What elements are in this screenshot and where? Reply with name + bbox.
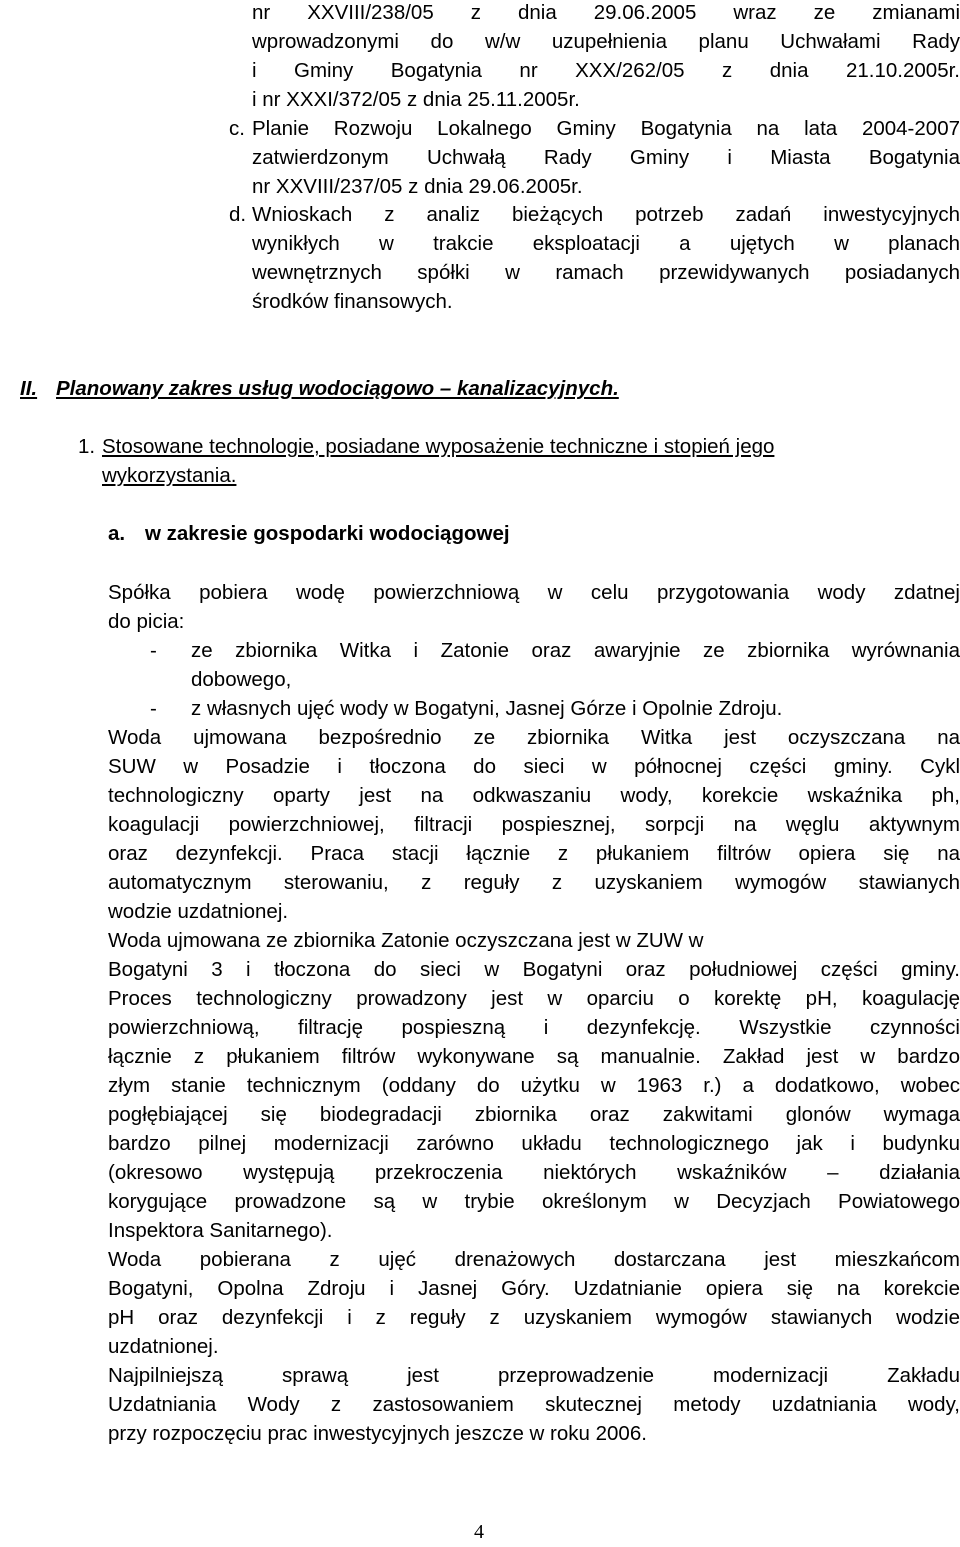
p2-line-5: łącznie z płukaniem filtrów wykonywane są manualnie. Zakład jest w bardzo <box>108 1045 960 1068</box>
subsection-title-line-2: wykorzystania. <box>102 464 237 487</box>
p2-line-6: złym stanie technicznym (oddany do użytku w 1963 r.) a dodatkowo, wobec <box>108 1074 960 1097</box>
p2-line-4: powierzchniową, filtrację pospieszną i dezynfekcję. Wszystkie czynności <box>108 1016 960 1039</box>
p3-line-2: Bogatyni, Opolna Zdroju i Jasnej Góry. Uzdatnianie opiera się na korekcie <box>108 1277 960 1300</box>
item-c-line-1: Planie Rozwoju Lokalnego Gminy Bogatynia na lata 2004-2007 <box>252 117 960 140</box>
item-c-line-2: zatwierdzonym Uchwałą Rady Gminy i Miasta Bogatynia <box>252 146 960 169</box>
p3-line-1: Woda pobierana z ujęć drenażowych dostarczana jest mieszkańcom <box>108 1248 960 1271</box>
item-d-marker: d. <box>229 203 247 226</box>
p2-line-8: bardzo pilnej modernizacji zarówno układu technologicznego jak i budynku <box>108 1132 960 1155</box>
p1-line-1: Woda ujmowana bezpośrednio ze zbiornika Witka jest oczyszczana na <box>108 726 960 749</box>
p3-line-3: pH oraz dezynfekcji i z reguły z uzyskaniem wymogów stawianych wodzie <box>108 1306 960 1329</box>
p2-line-11: Inspektora Sanitarnego). <box>108 1219 333 1242</box>
bullet-1-line-2: dobowego, <box>191 668 292 691</box>
item-d-line-1: Wnioskach z analiz bieżących potrzeb zadań inwestycyjnych <box>252 203 960 226</box>
subsection-number: 1. <box>78 435 96 458</box>
p2-line-3: Proces technologiczny prowadzony jest w oparciu o korektę pH, koagulację <box>108 987 960 1010</box>
p1-line-3: technologiczny oparty jest na odkwaszaniu wody, korekcie wskaźnika ph, <box>108 784 960 807</box>
p1-line-6: automatycznym sterowaniu, z reguły z uzyskaniem wymogów stawianych <box>108 871 960 894</box>
p2-line-1: Woda ujmowana ze zbiornika Zatonie oczyszczana jest w ZUW w <box>108 929 704 952</box>
item-d-line-4: środków finansowych. <box>252 290 453 313</box>
bullet-2: z własnych ujęć wody w Bogatyni, Jasnej Górze i Opolnie Zdroju. <box>191 697 783 720</box>
item-d-line-2: wynikłych w trakcie eksploatacji a ujętych w planach <box>252 232 960 255</box>
section-number: II. <box>20 377 38 400</box>
bullet-dash: - <box>150 639 157 662</box>
bullet-dash: - <box>150 697 157 720</box>
p2-line-9: (okresowo występują przekroczenia niektórych wskaźników – działania <box>108 1161 960 1184</box>
intro-line-2: do picia: <box>108 610 185 633</box>
p2-line-10: korygujące prowadzone są w trybie określonym w Decyzjach Powiatowego <box>108 1190 960 1213</box>
item-b-line-4: i nr XXXI/372/05 z dnia 25.11.2005r. <box>252 88 580 111</box>
item-c-line-3: nr XXVIII/237/05 z dnia 29.06.2005r. <box>252 175 583 198</box>
intro-line-1: Spółka pobiera wodę powierzchniową w celu przygotowania wody zdatnej <box>108 581 960 604</box>
p2-line-2: Bogatyni 3 i tłoczona do sieci w Bogatyni oraz południowej części gminy. <box>108 958 960 981</box>
bullet-1-line-1: ze zbiornika Witka i Zatonie oraz awaryjnie ze zbiornika wyrównania <box>191 639 960 662</box>
page-number: 4 <box>474 1521 484 1543</box>
section-title: Planowany zakres usług wodociągowo – kanalizacyjnych. <box>56 377 619 400</box>
p1-line-7: wodzie uzdatnionej. <box>108 900 289 923</box>
p1-line-5: oraz dezynfekcji. Praca stacji łącznie z płukaniem filtrów opiera się na <box>108 842 960 865</box>
p4-line-1: Najpilniejszą sprawą jest przeprowadzenie modernizacji Zakładu <box>108 1364 960 1387</box>
p2-line-7: pogłębiającej się biodegradacji zbiornika oraz zakwitami glonów wymaga <box>108 1103 960 1126</box>
p3-line-4: uzdatnionej. <box>108 1335 219 1358</box>
item-b-line-3: i Gminy Bogatynia nr XXX/262/05 z dnia 21.10.2005r. <box>252 59 960 82</box>
item-c-marker: c. <box>229 117 245 140</box>
subsection-title-line-1: Stosowane technologie, posiadane wyposażenie techniczne i stopień jego <box>102 435 775 458</box>
p1-line-4: koagulacji powierzchniowej, filtracji pospiesznej, sorpcji na węglu aktywnym <box>108 813 960 836</box>
item-b-line-2: wprowadzonymi do w/w uzupełnienia planu Uchwałami Rady <box>252 30 960 53</box>
item-d-line-3: wewnętrznych spółki w ramach przewidywanych posiadanych <box>252 261 960 284</box>
item-b-line-1: nr XXVIII/238/05 z dnia 29.06.2005 wraz ze zmianami <box>252 1 960 24</box>
p4-line-3: przy rozpoczęciu prac inwestycyjnych jeszcze w roku 2006. <box>108 1422 647 1445</box>
subheading-a-marker: a. <box>108 522 126 545</box>
p4-line-2: Uzdatniania Wody z zastosowaniem skutecznej metody uzdatniania wody, <box>108 1393 960 1416</box>
subheading-a-title: w zakresie gospodarki wodociągowej <box>145 522 510 545</box>
p1-line-2: SUW w Posadzie i tłoczona do sieci w północnej części gminy. Cykl <box>108 755 960 778</box>
